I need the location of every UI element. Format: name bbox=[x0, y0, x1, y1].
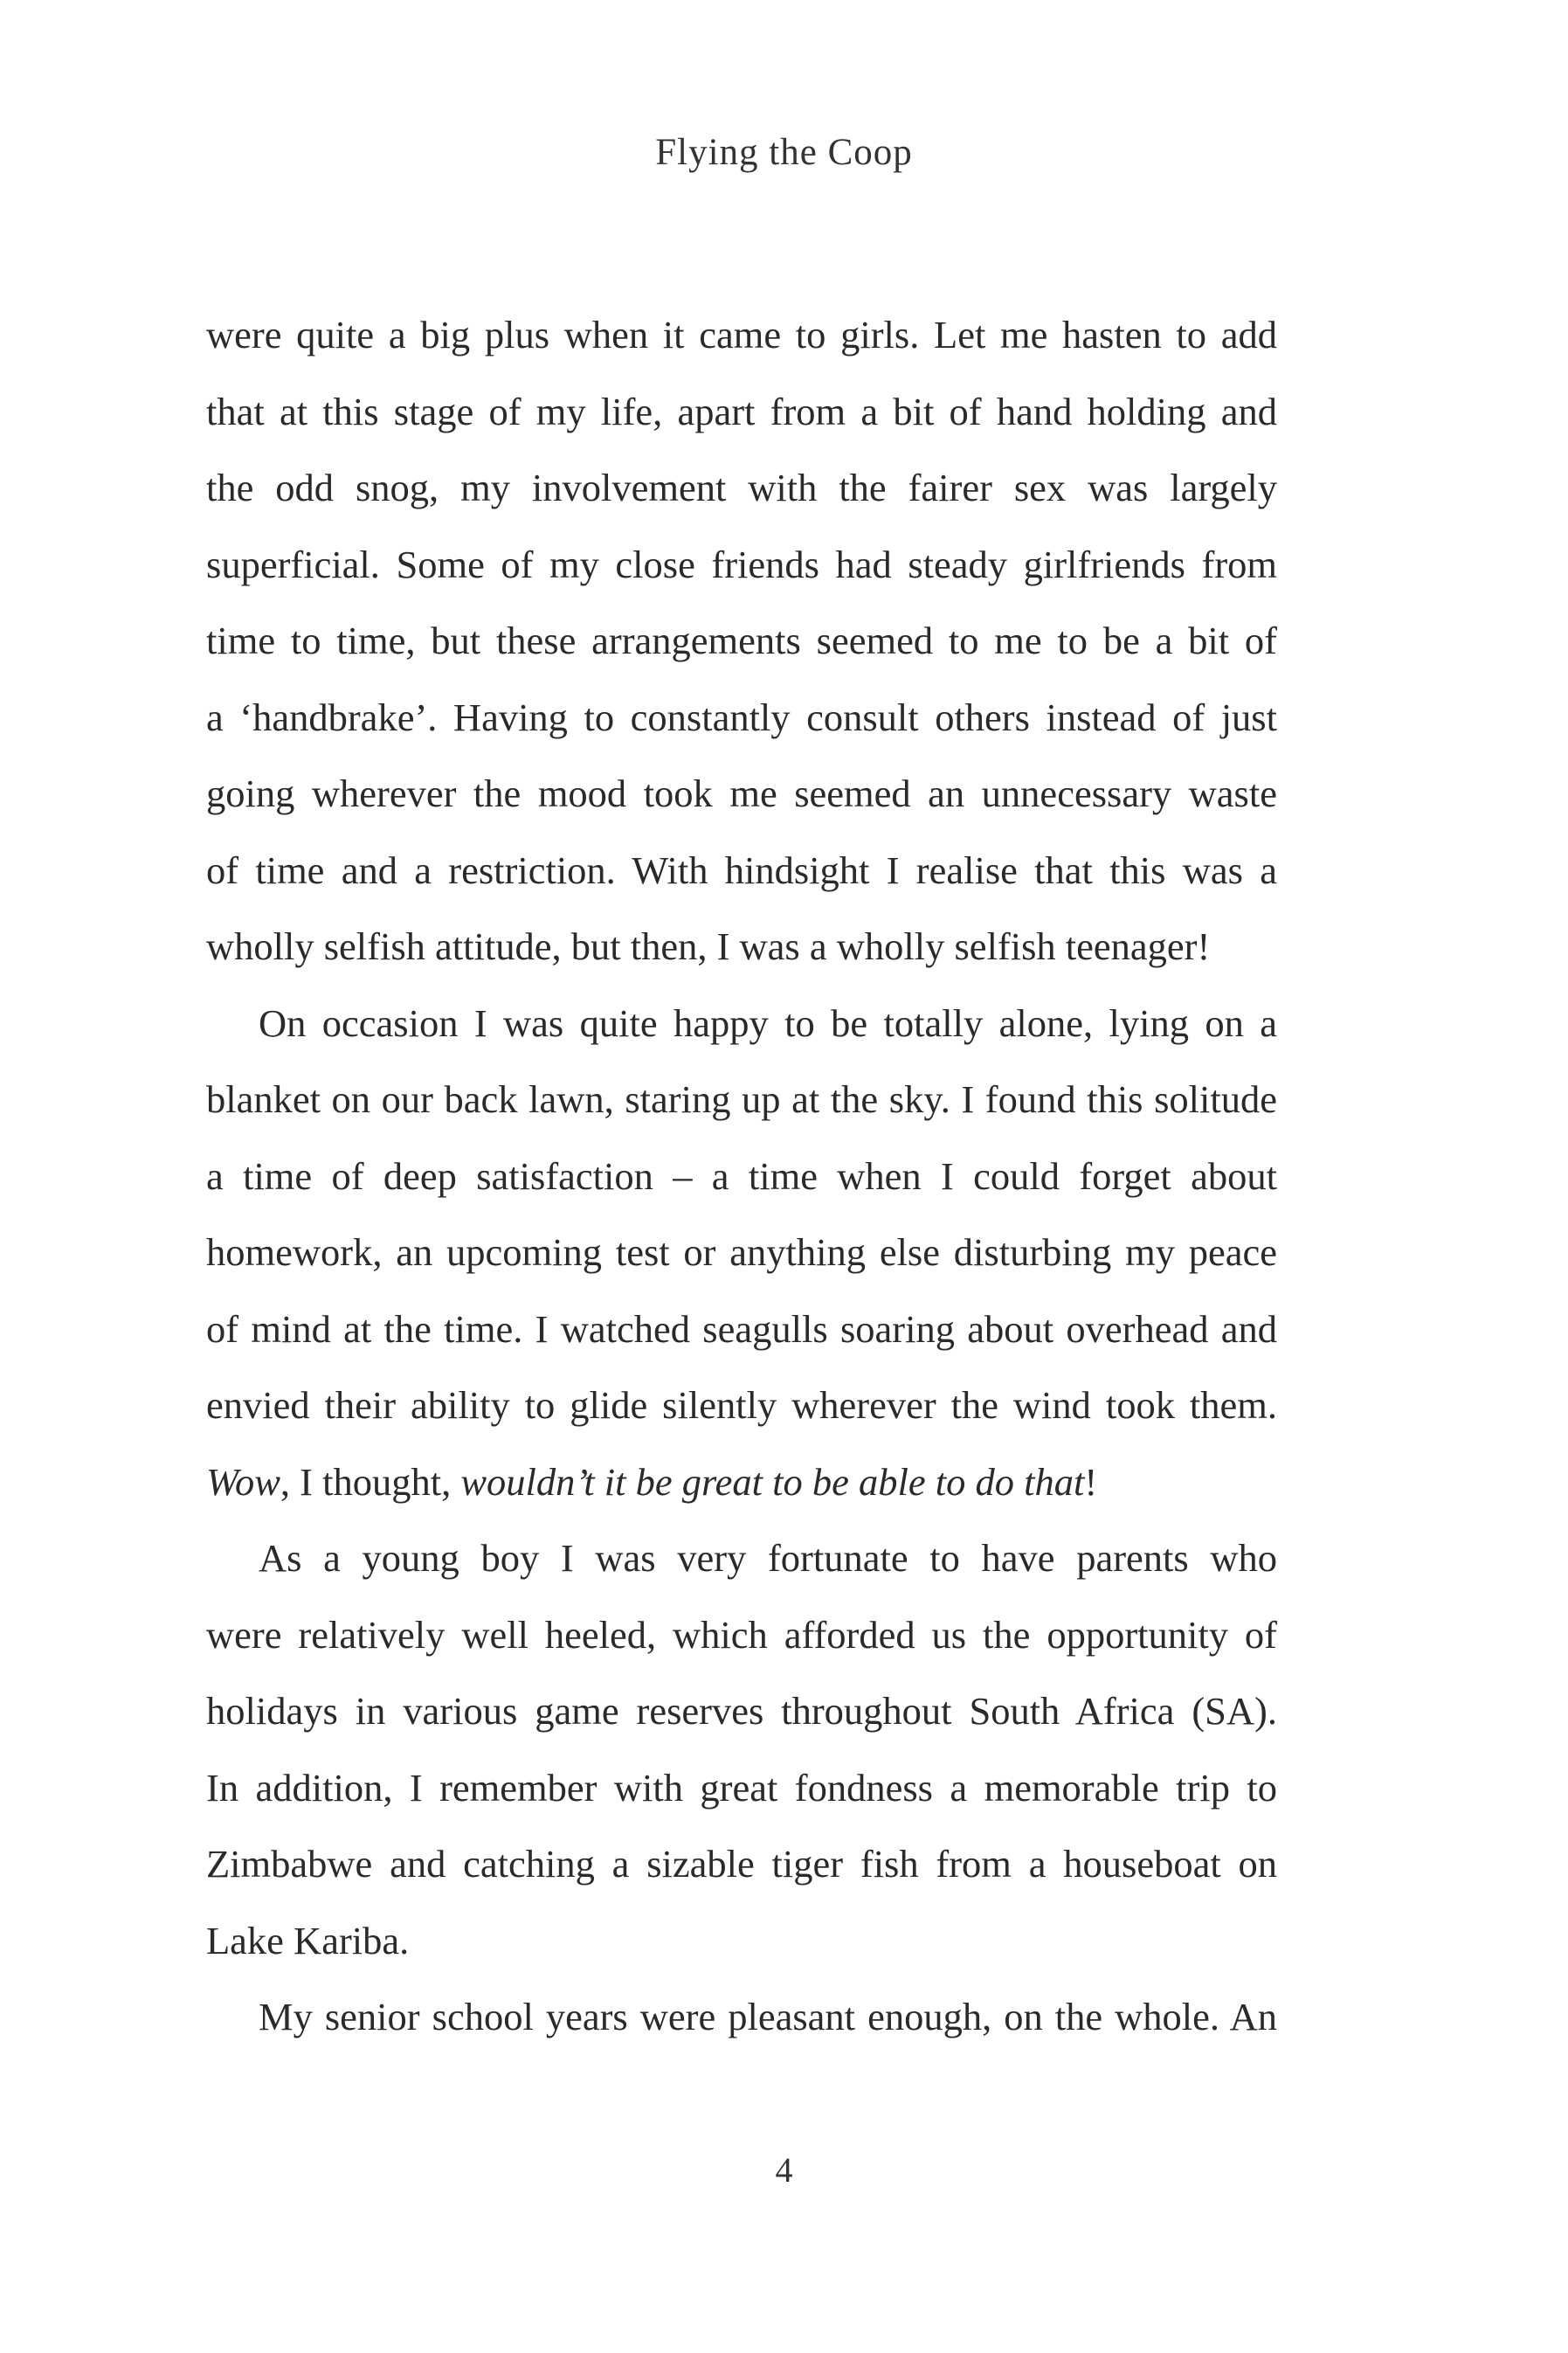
text-line: superficial. Some of my close friends had steady girlfriends from bbox=[206, 542, 1277, 586]
italic-text: wouldn’t it be great to be able to do that bbox=[460, 1459, 1085, 1504]
text-line: As a young boy I was very fortunate to have parents who bbox=[259, 1536, 1277, 1580]
roman-text: , I thought, bbox=[280, 1459, 461, 1504]
text-line: On occasion I was quite happy to be totally alone, lying on a bbox=[259, 1000, 1277, 1045]
text-line: My senior school years were pleasant enough, on the whole. An bbox=[259, 1995, 1277, 2038]
running-head: Flying the Coop bbox=[655, 132, 913, 173]
text-line: of time and a restriction. With hindsight I realise that this was a bbox=[206, 848, 1277, 892]
body-text bbox=[206, 297, 1277, 2056]
text-line: that at this stage of my life, apart from a bit of hand holding and bbox=[206, 389, 1277, 433]
text-line: were relatively well heeled, which afforded us the opportunity of bbox=[206, 1612, 1277, 1657]
text-line: the odd snog, my involvement with the fairer sex was largely bbox=[206, 466, 1277, 509]
text-line: Lake Kariba. bbox=[206, 1918, 410, 1962]
text-line-mixed bbox=[206, 1444, 1277, 1521]
text-line: going wherever the mood took me seemed an unnecessary waste bbox=[206, 772, 1277, 815]
text-line: blanket on our back lawn, staring up at the sky. I found this solitude bbox=[206, 1077, 1277, 1121]
text-line: a time of deep satisfaction – a time when I could forget about bbox=[206, 1153, 1277, 1198]
text-line: were quite a big plus when it came to girls. Let me hasten to add bbox=[206, 313, 1277, 356]
text-line: holidays in various game reserves throughout South Africa (SA). bbox=[206, 1689, 1277, 1733]
text-line: a ‘handbrake’. Having to constantly consult others instead of just bbox=[206, 695, 1277, 739]
italic-text: Wow bbox=[206, 1459, 280, 1504]
text-line: of mind at the time. I watched seagulls soaring about overhead and bbox=[206, 1306, 1277, 1351]
text-line: Zimbabwe and catching a sizable tiger fish from a houseboat on bbox=[206, 1842, 1277, 1886]
text-line: envied their ability to glide silently wherever the wind took them. bbox=[206, 1383, 1277, 1427]
page-number: 4 bbox=[775, 2150, 793, 2190]
text-line: In addition, I remember with great fondness a memorable trip to bbox=[206, 1765, 1277, 1810]
text-line: time to time, but these arrangements seemed to me to be a bit of bbox=[206, 619, 1277, 662]
text-line: wholly selfish attitude, but then, I was a wholly selfish teenager! bbox=[206, 924, 1211, 968]
roman-text: ! bbox=[1084, 1459, 1098, 1504]
text-line: homework, an upcoming test or anything else disturbing my peace bbox=[206, 1230, 1277, 1274]
